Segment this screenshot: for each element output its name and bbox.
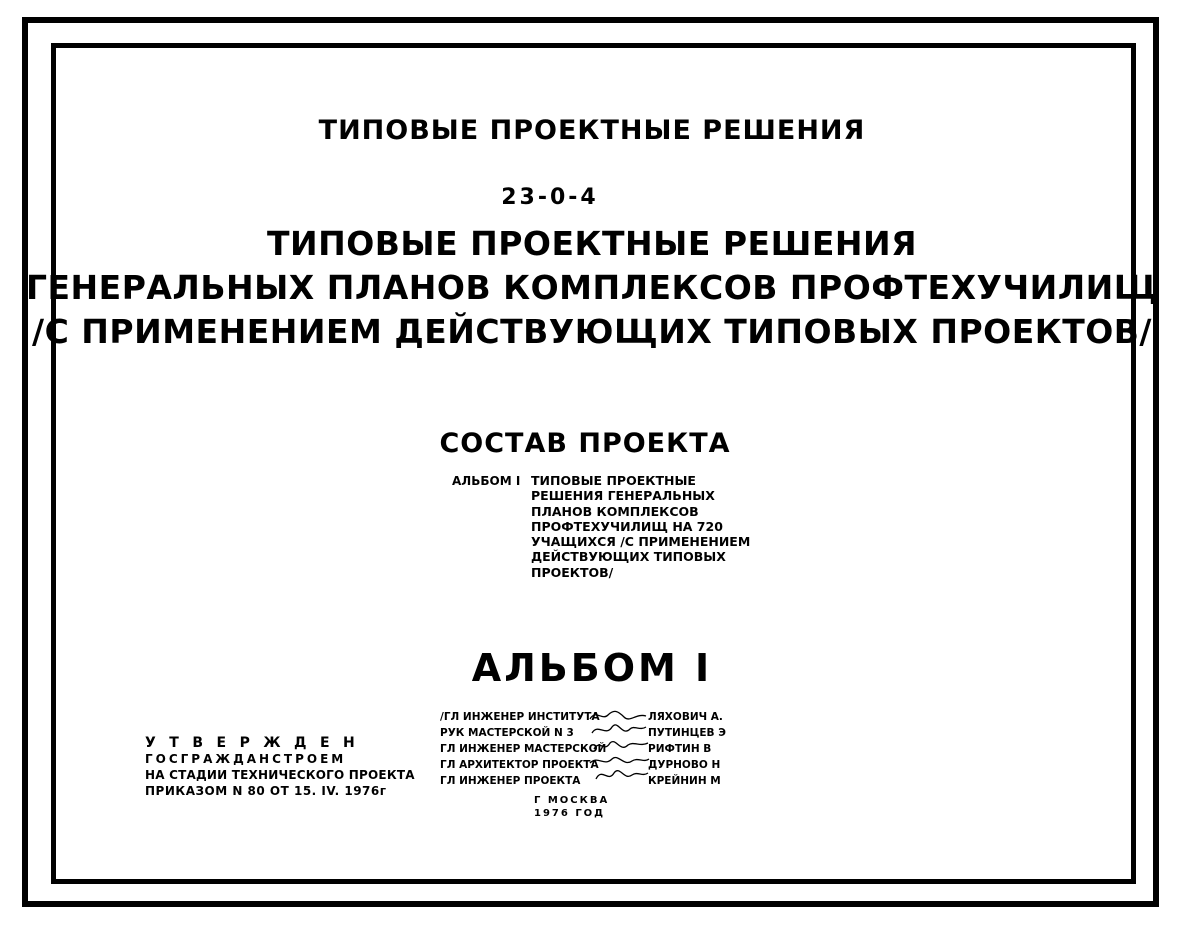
staff-position: ГЛ АРХИТЕКТОР ПРОЕКТА: [440, 759, 599, 771]
staff-name: ЛЯХОВИЧ А.: [648, 711, 723, 723]
main-title-line-2: ГЕНЕРАЛЬНЫХ ПЛАНОВ КОМПЛЕКСОВ ПРОФТЕХУЧИЛИЩ: [25, 268, 1159, 307]
city-year-block: [534, 794, 609, 820]
year: 1976 ГОД: [534, 808, 606, 819]
series-code: 23-0-4: [501, 185, 599, 210]
staff-position: /ГЛ ИНЖЕНЕР ИНСТИТУТА: [440, 711, 600, 723]
staff-row: [440, 741, 730, 757]
staff-position: ГЛ ИНЖЕНЕР МАСТЕРСКОЙ: [440, 743, 607, 755]
series-title: ТИПОВЫЕ ПРОЕКТНЫЕ РЕШЕНИЯ: [318, 115, 866, 146]
staff-position: ГЛ ИНЖЕНЕР ПРОЕКТА: [440, 775, 581, 787]
signatures-image: [588, 707, 650, 787]
album-title: АЛЬБОМ I: [471, 646, 713, 690]
staff-position: РУК МАСТЕРСКОЙ N 3: [440, 727, 574, 739]
staff-name: ДУРНОВО Н: [648, 759, 721, 771]
approval-line-3: НА СТАДИИ ТЕХНИЧЕСКОГО ПРОЕКТА: [145, 768, 415, 782]
staff-row: [440, 757, 730, 773]
album-entry-description: ТИПОВЫЕ ПРОЕКТНЫЕ РЕШЕНИЯ ГЕНЕРАЛЬНЫХ ПЛАНОВ КОМПЛЕКСОВ ПРОФТЕХУЧИЛИЩ НА 720 УЧАЩИХСЯ /С ПРИМЕНЕНИЕМ ДЕЙСТВУЮЩИХ ТИПОВЫХ ПРОЕКТОВ/: [531, 473, 751, 580]
staff-row: [440, 773, 730, 789]
city: Г МОСКВА: [534, 795, 610, 806]
approval-line-4: ПРИКАЗОМ N 80 ОТ 15. IV. 1976г: [145, 784, 387, 798]
approval-block: [145, 735, 415, 799]
main-title-line-3: /С ПРИМЕНЕНИЕМ ДЕЙСТВУЮЩИХ ТИПОВЫХ ПРОЕКТОВ/: [32, 312, 1152, 351]
approval-line-1: УТВЕРЖДЕН: [145, 735, 369, 751]
main-title-line-1: ТИПОВЫЕ ПРОЕКТНЫЕ РЕШЕНИЯ: [266, 224, 918, 263]
staff-list: [440, 709, 730, 789]
composition-heading: СОСТАВ ПРОЕКТА: [439, 428, 731, 459]
staff-name: ПУТИНЦЕВ Э: [648, 727, 726, 739]
staff-row: [440, 709, 730, 725]
staff-name: РИФТИН В: [648, 743, 712, 755]
staff-row: [440, 725, 730, 741]
album-entry-label: АЛЬБОМ I: [452, 474, 521, 488]
staff-name: КРЕЙНИН М: [648, 775, 721, 787]
approval-line-2: ГОСГРАЖДАНСТРОЕМ: [145, 752, 347, 766]
